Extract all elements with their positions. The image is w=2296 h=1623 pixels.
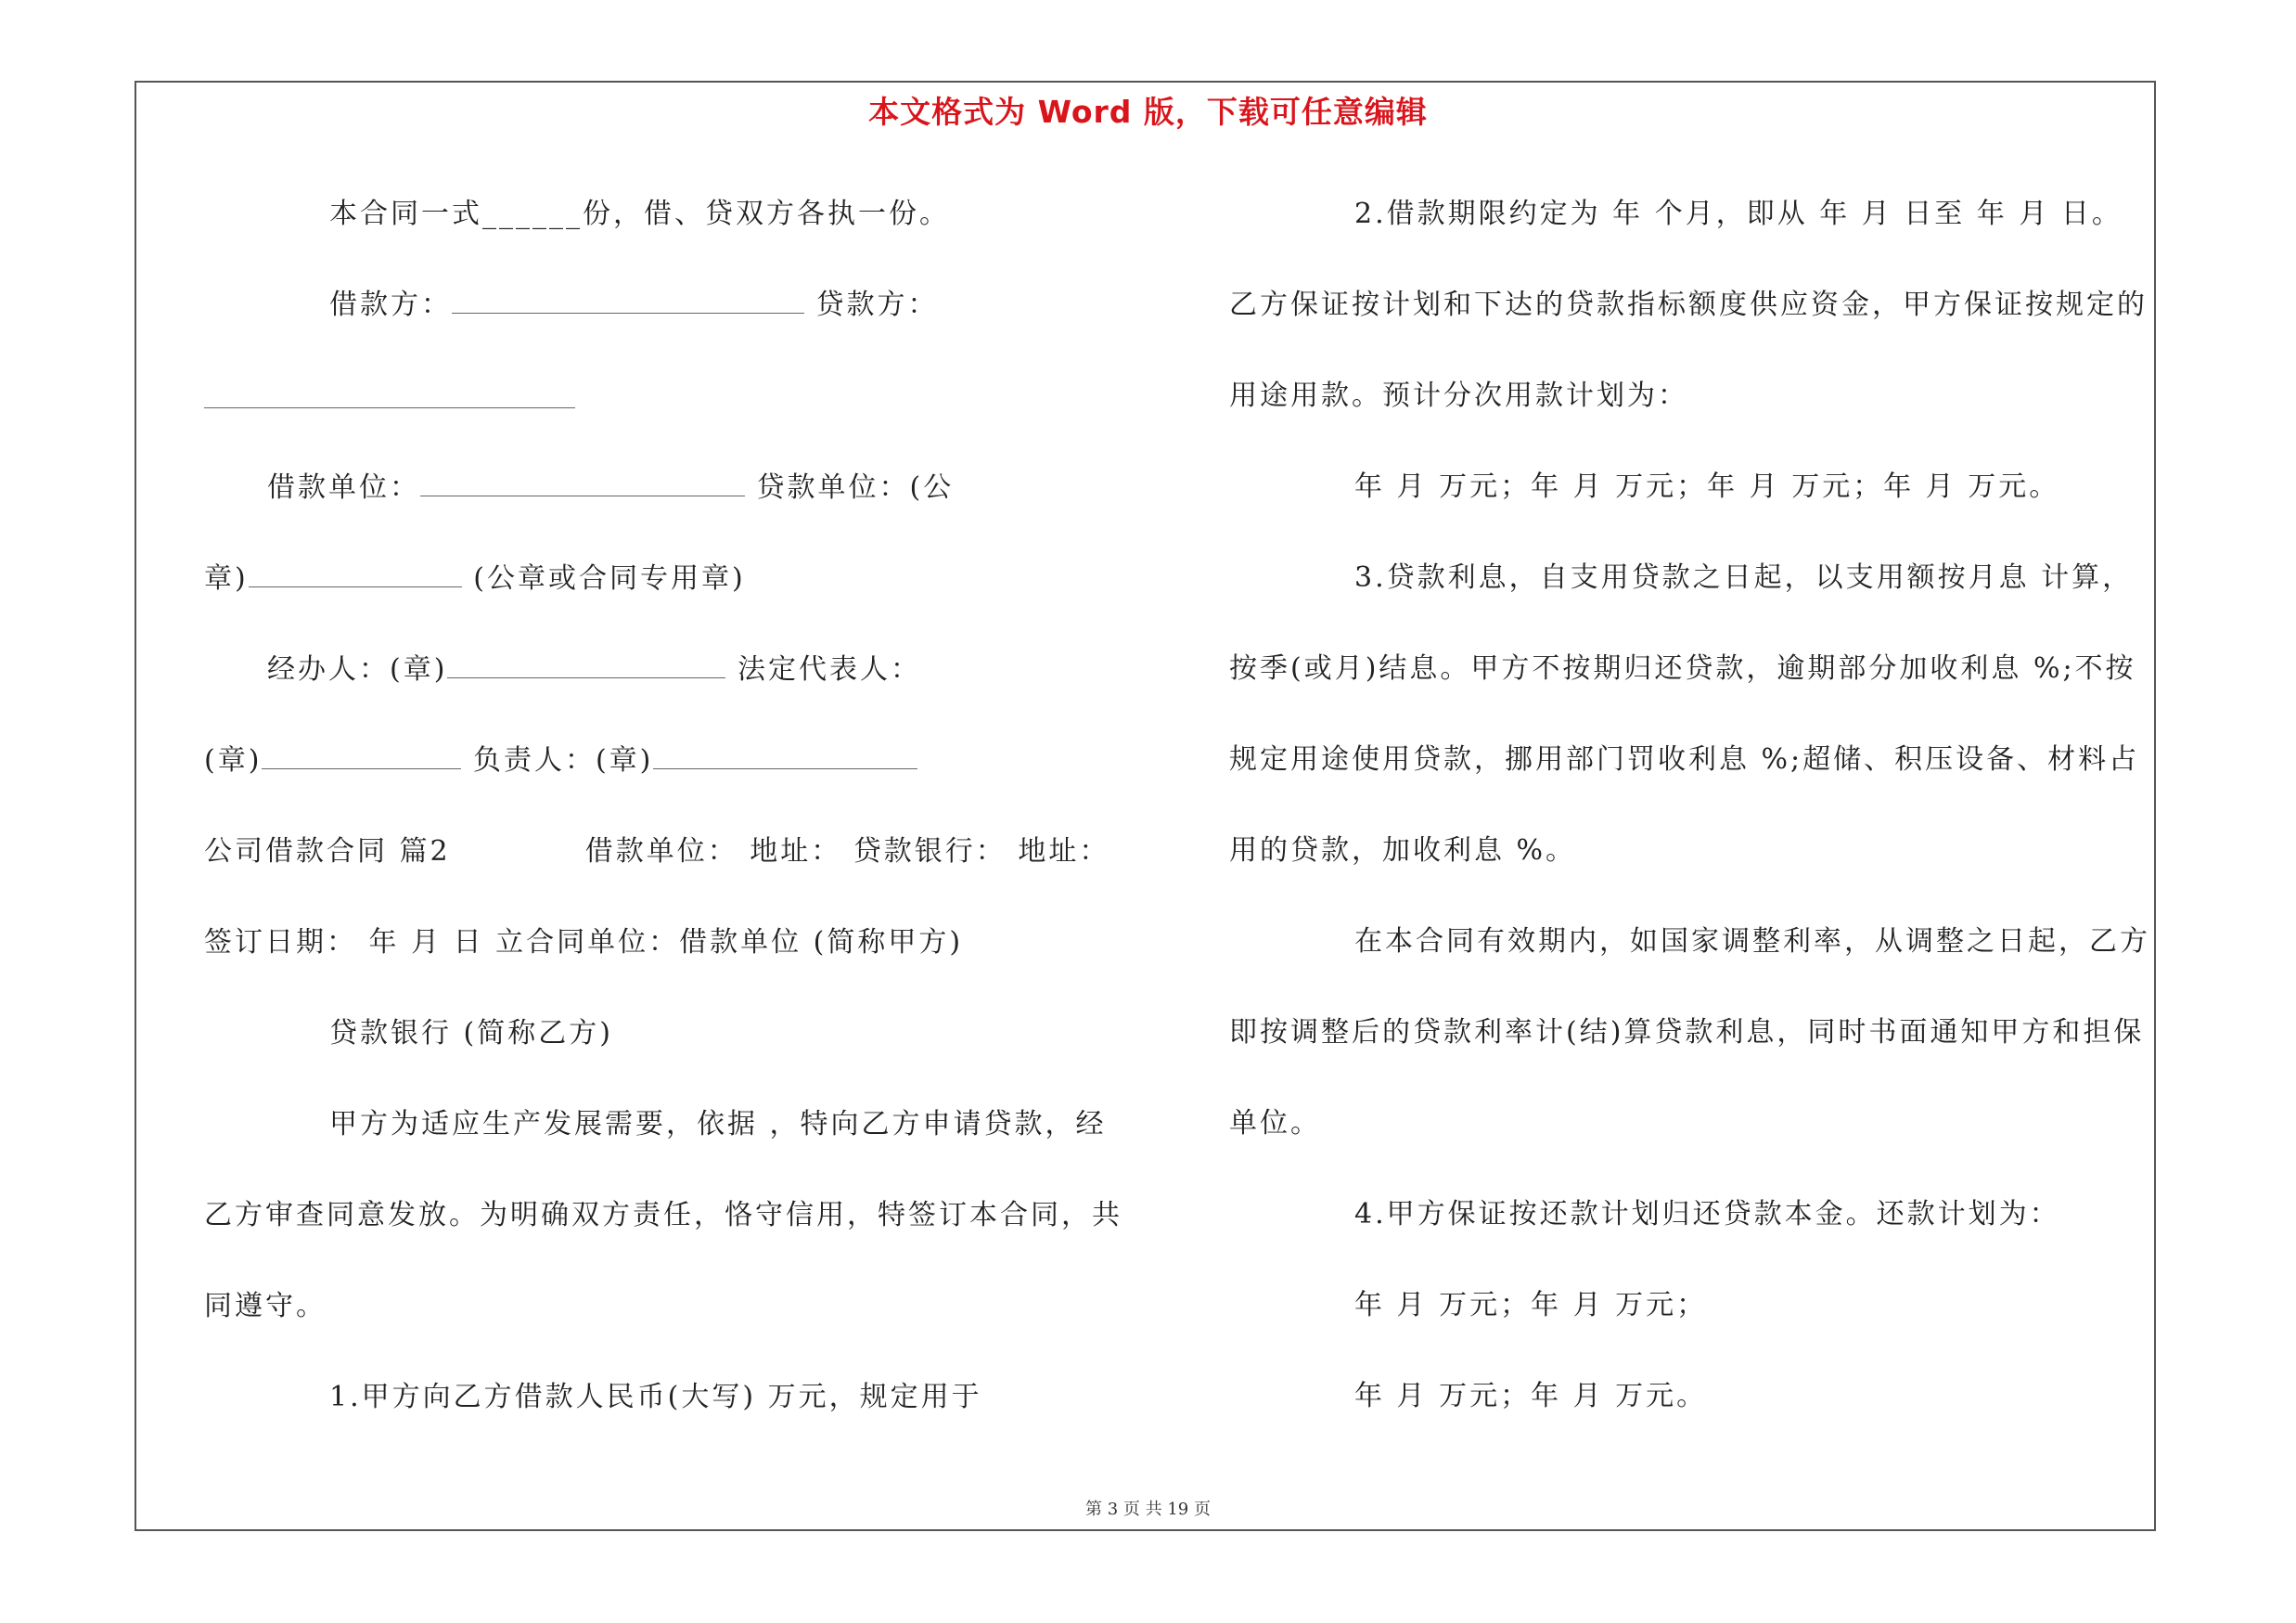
clause-1: 1.甲方向乙方借款人民币(大写) 万元，规定用于 (329, 1381, 982, 1413)
contract-heading-line (204, 828, 1110, 869)
responsible-blank (653, 748, 917, 769)
seal-label-2: (章) (204, 744, 263, 777)
lender-bank-line: 贷款银行 (简称乙方) (329, 1017, 613, 1050)
purpose-line-3: 同遵守。 (204, 1290, 327, 1322)
borrower-unit-label: 借款单位： (267, 471, 420, 504)
clause-3-line-3: 规定用途使用贷款，挪用部门罚收利息 %;超储、积压设备、材料占 (1229, 743, 2140, 776)
agent-blank (447, 657, 725, 678)
clause-3-line-2: 按季(或月)结息。甲方不按期归还贷款，逾期部分加收利息 %;不按 (1229, 652, 2136, 685)
responsible-label: 负责人：(章) (472, 744, 654, 777)
borrower-lender-line (329, 281, 939, 322)
seal-blank (249, 566, 462, 587)
borrower-blank (452, 292, 804, 314)
clause-2-line-3: 用途用款。预计分次用款计划为： (1229, 380, 1688, 412)
legal-rep-label: 法定代表人： (737, 653, 921, 686)
clause-3: 3.贷款利息，自支用贷款之日起，以支用额按月息 计算， (1354, 561, 2134, 594)
seal-blank-2 (262, 748, 461, 769)
parties-address: 借款单位： 地址： 贷款银行： 地址： (584, 835, 1110, 868)
clause-3-line-4: 用的贷款，加收利息 %。 (1229, 834, 1577, 867)
rate-adjust-line-3: 单位。 (1229, 1107, 1321, 1140)
agent-label: 经办人：(章) (267, 653, 448, 686)
lender-blank-line (204, 383, 575, 416)
rate-adjust-line-1: 在本合同有效期内，如国家调整利率，从调整之日起，乙方 (1354, 925, 2150, 958)
seal-label: 章) (204, 562, 249, 595)
format-banner: 本文格式为 Word 版，下载可任意编辑 (868, 94, 1428, 130)
page-number: 第 3 页 共 19 页 (1085, 1500, 1211, 1519)
clause-2-line-2: 乙方保证按计划和下达的贷款指标额度供应资金，甲方保证按规定的 (1229, 289, 2148, 321)
paragraph-copies: 本合同一式______份，借、贷双方各执一份。 (329, 198, 950, 230)
clause-4: 4.甲方保证按还款计划归还贷款本金。还款计划为： (1354, 1198, 2060, 1230)
purpose-line-2: 乙方审查同意发放。为明确双方责任，恪守信用，特签订本合同，共 (204, 1199, 1122, 1231)
rate-adjust-line-2: 即按调整后的贷款利率计(结)算贷款利息，同时书面通知甲方和担保 (1229, 1016, 2145, 1049)
borrower-unit-blank (420, 475, 745, 496)
agent-line (267, 646, 921, 687)
clause-2: 2.借款期限约定为 年 个月，即从 年 月 日至 年 月 日。 (1354, 198, 2123, 230)
seal-note: (公章或合同专用章) (473, 562, 746, 595)
lender-label: 贷款方： (815, 289, 939, 321)
seal-line (204, 555, 746, 596)
drawdown-plan: 年 月 万元；年 月 万元；年 月 万元；年 月 万元。 (1354, 470, 2060, 503)
repayment-plan-2: 年 月 万元；年 月 万元。 (1354, 1380, 1708, 1412)
contract-title: 公司借款合同 篇2 (204, 835, 451, 868)
repayment-plan-1: 年 月 万元；年 月 万元； (1354, 1289, 1708, 1321)
purpose-line-1: 甲方为适应生产发展需要，依据 ，特向乙方申请贷款，经 (329, 1108, 1107, 1140)
units-line (267, 464, 954, 505)
signing-date-line: 签订日期： 年 月 日 立合同单位：借款单位 (简称甲方) (204, 926, 964, 959)
lender-unit-label: 贷款单位：(公 (756, 471, 955, 504)
lender-blank (204, 398, 575, 408)
borrower-label: 借款方： (329, 289, 452, 321)
responsible-line (204, 737, 917, 778)
